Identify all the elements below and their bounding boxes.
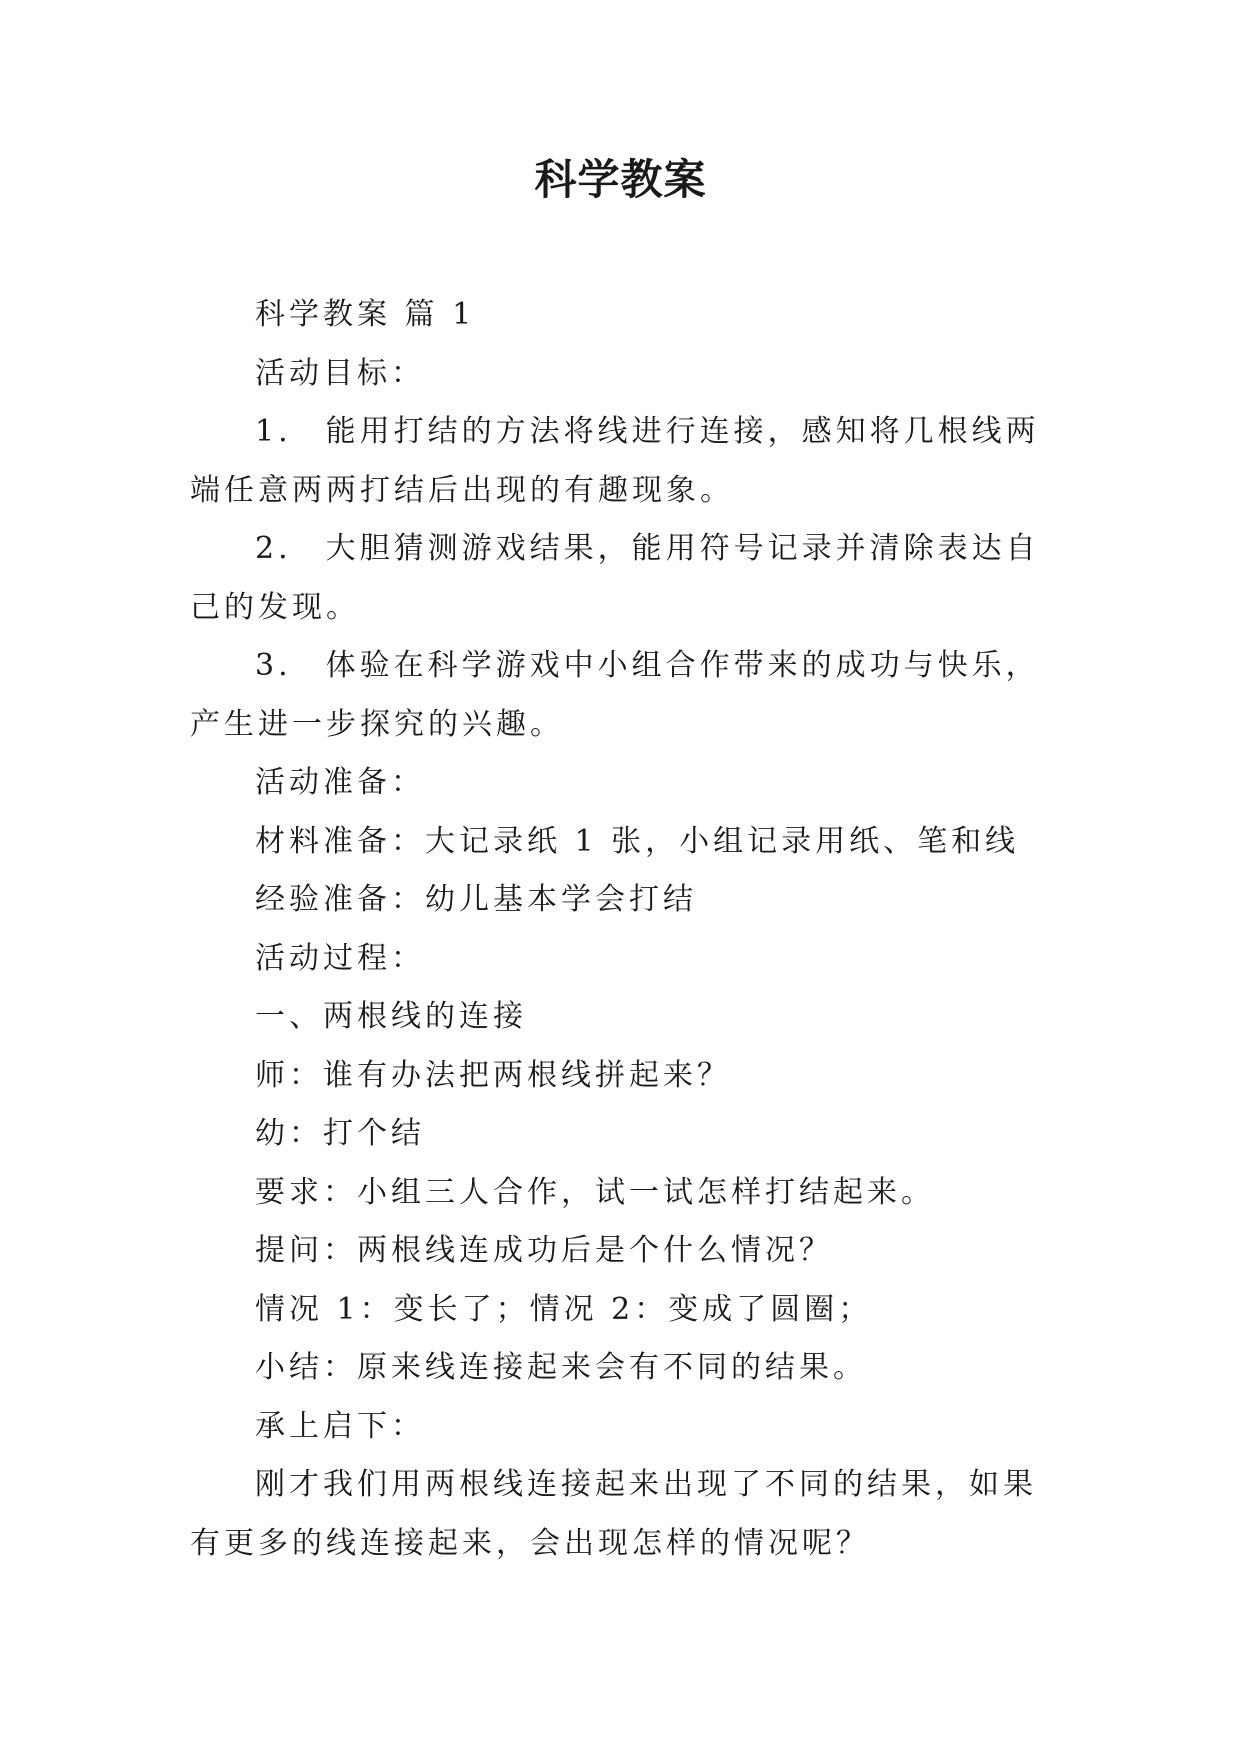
- document-body: [190, 286, 1056, 1573]
- requirement-line: 要求：小组三人合作，试一试怎样打结起来。: [255, 1174, 935, 1210]
- section-heading: 科学教案 篇 1: [255, 297, 476, 332]
- situation-line: 情况 1：变长了；情况 2：变成了圆圈；: [255, 1291, 873, 1327]
- activity-process-heading: 活动过程：: [255, 940, 425, 976]
- summary-line: 小结：原来线连接起来会有不同的结果。: [255, 1350, 867, 1385]
- activity-prep-heading: 活动准备：: [255, 765, 425, 800]
- step-one-heading: 一、两根线的连接: [255, 999, 527, 1034]
- goal-item-1: 1. 能用打结的方法将线进行连接，感知将几根线两端任意两两打结后出现的有趣现象。: [190, 414, 1040, 508]
- goal-item-2: 2. 大胆猜测游戏结果，能用符号记录并清除表达自己的发现。: [190, 531, 1040, 625]
- goal-item-3: 3. 体验在科学游戏中小组合作带来的成功与快乐，产生进一步探究的兴趣。: [190, 648, 1040, 742]
- activity-goals-heading: 活动目标：: [255, 355, 425, 391]
- teacher-line: 师：谁有办法把两根线拼起来？: [255, 1057, 731, 1093]
- question-line: 提问：两根线连成功后是个什么情况？: [255, 1233, 833, 1268]
- transition-heading: 承上启下：: [255, 1408, 425, 1444]
- document-title: 科学教案: [534, 155, 707, 204]
- material-prep: 材料准备：大记录纸 1 张，小组记录用纸、笔和线: [255, 823, 1020, 859]
- experience-prep: 经验准备：幼儿基本学会打结: [255, 882, 697, 917]
- transition-paragraph: 刚才我们用两根线连接起来出现了不同的结果，如果有更多的线连接起来，会出现怎样的情况呢？: [190, 1467, 1037, 1561]
- child-line: 幼：打个结: [255, 1116, 425, 1151]
